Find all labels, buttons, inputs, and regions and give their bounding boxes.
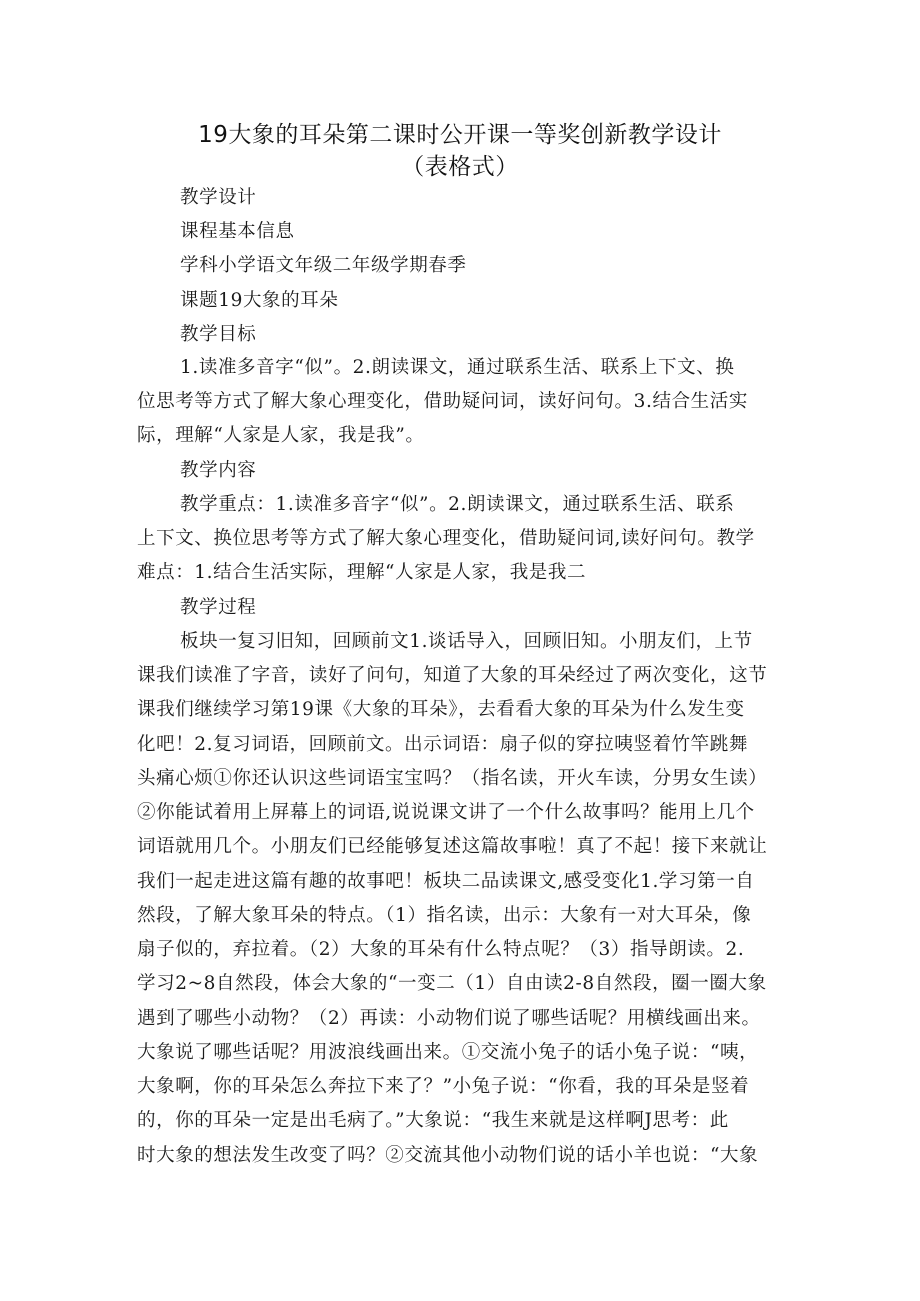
- body-line: 化吧！2.复习词语，回顾前文。出示词语：扇子似的穿拉咦竖着竹竿跳舞: [137, 734, 748, 755]
- body-line: ②你能试着用上屏幕上的词语,说说课文讲了一个什么故事吗？能用上几个: [137, 802, 755, 823]
- body-line: 扇子似的，弃拉着。（2）大象的耳朵有什么特点呢？（3）指导朗读。2.: [137, 939, 745, 960]
- body-line: 上下文、换位思考等方式了解大象心理变化，借助疑问词,读好问句。教学: [137, 528, 755, 549]
- document-title: 19大象的耳朵第二课时公开课一等奖创新教学设计: [198, 122, 722, 148]
- body-line: 难点：1.结合生活实际，理解“人家是人家，我是我二: [137, 562, 587, 583]
- body-line: 教学重点：1.读准多音字“似”。2.朗读课文，通过联系生活、联系: [180, 494, 735, 515]
- body-line: 板块一复习旧知，回顾前文1.谈话导入，回顾旧知。小朋友们，上节: [180, 631, 753, 652]
- body-line: 课我们继续学习第19课《大象的耳朵》，去看看大象的耳朵为什么发生变: [137, 699, 745, 720]
- body-line: 教学目标: [180, 324, 257, 345]
- body-line: 头痛心烦①你还认识这些词语宝宝吗？（指名读，开火车读，分男女生读）: [137, 768, 768, 789]
- body-line: 学科小学语文年级二年级学期春季: [180, 255, 467, 276]
- body-line: 课我们读准了字音，读好了问句，知道了大象的耳朵经过了两次变化，这节: [137, 665, 768, 686]
- body-line: 我们一起走进这篇有趣的故事吧！板块二品读课文,感受变化1.学习第一自: [137, 871, 755, 892]
- body-line: 教学过程: [180, 597, 257, 618]
- body-line: 然段，了解大象耳朵的特点。（1）指名读，出示：大象有一对大耳朵，像: [137, 905, 752, 926]
- body-line: 词语就用几个。小朋友们已经能够复述这篇故事啦！真了不起！接下来就让: [137, 836, 768, 857]
- body-line: 教学内容: [180, 460, 257, 481]
- body-line: 课题19大象的耳朵: [180, 290, 339, 311]
- body-line: 大象啊，你的耳朵怎么奔拉下来了？”小兔子说：“你看，我的耳朵是竖着: [137, 1076, 750, 1097]
- body-line: 际，理解“人家是人家，我是我”。: [137, 425, 425, 446]
- body-line: 的，你的耳朵一定是出毛病了。”大象说：“我生来就是这样啊J思考：此: [137, 1110, 729, 1131]
- body-line: 遇到了哪些小动物？（2）再读：小动物们说了哪些话呢？用横线画出来。: [137, 1008, 761, 1029]
- body-line: 时大象的想法发生改变了吗？②交流其他小动物们说的话小羊也说：“大象: [137, 1145, 759, 1166]
- document-subtitle: （表格式）: [401, 154, 519, 180]
- body-line: 位思考等方式了解大象心理变化，借助疑问词，读好问句。3.结合生活实: [137, 391, 748, 412]
- body-line: 大象说了哪些话呢？用波浪线画出来。①交流小兔子的话小兔子说：“咦，: [137, 1042, 759, 1063]
- body-line: 学习2~8自然段，体会大象的“一变二（1）自由读2-8自然段，圈一圈大象: [137, 973, 767, 994]
- body-line: 课程基本信息: [180, 221, 295, 242]
- body-line: 教学设计: [180, 187, 257, 208]
- body-line: 1.读准多音字“似”。2.朗读课文，通过联系生活、联系上下文、换: [180, 357, 735, 378]
